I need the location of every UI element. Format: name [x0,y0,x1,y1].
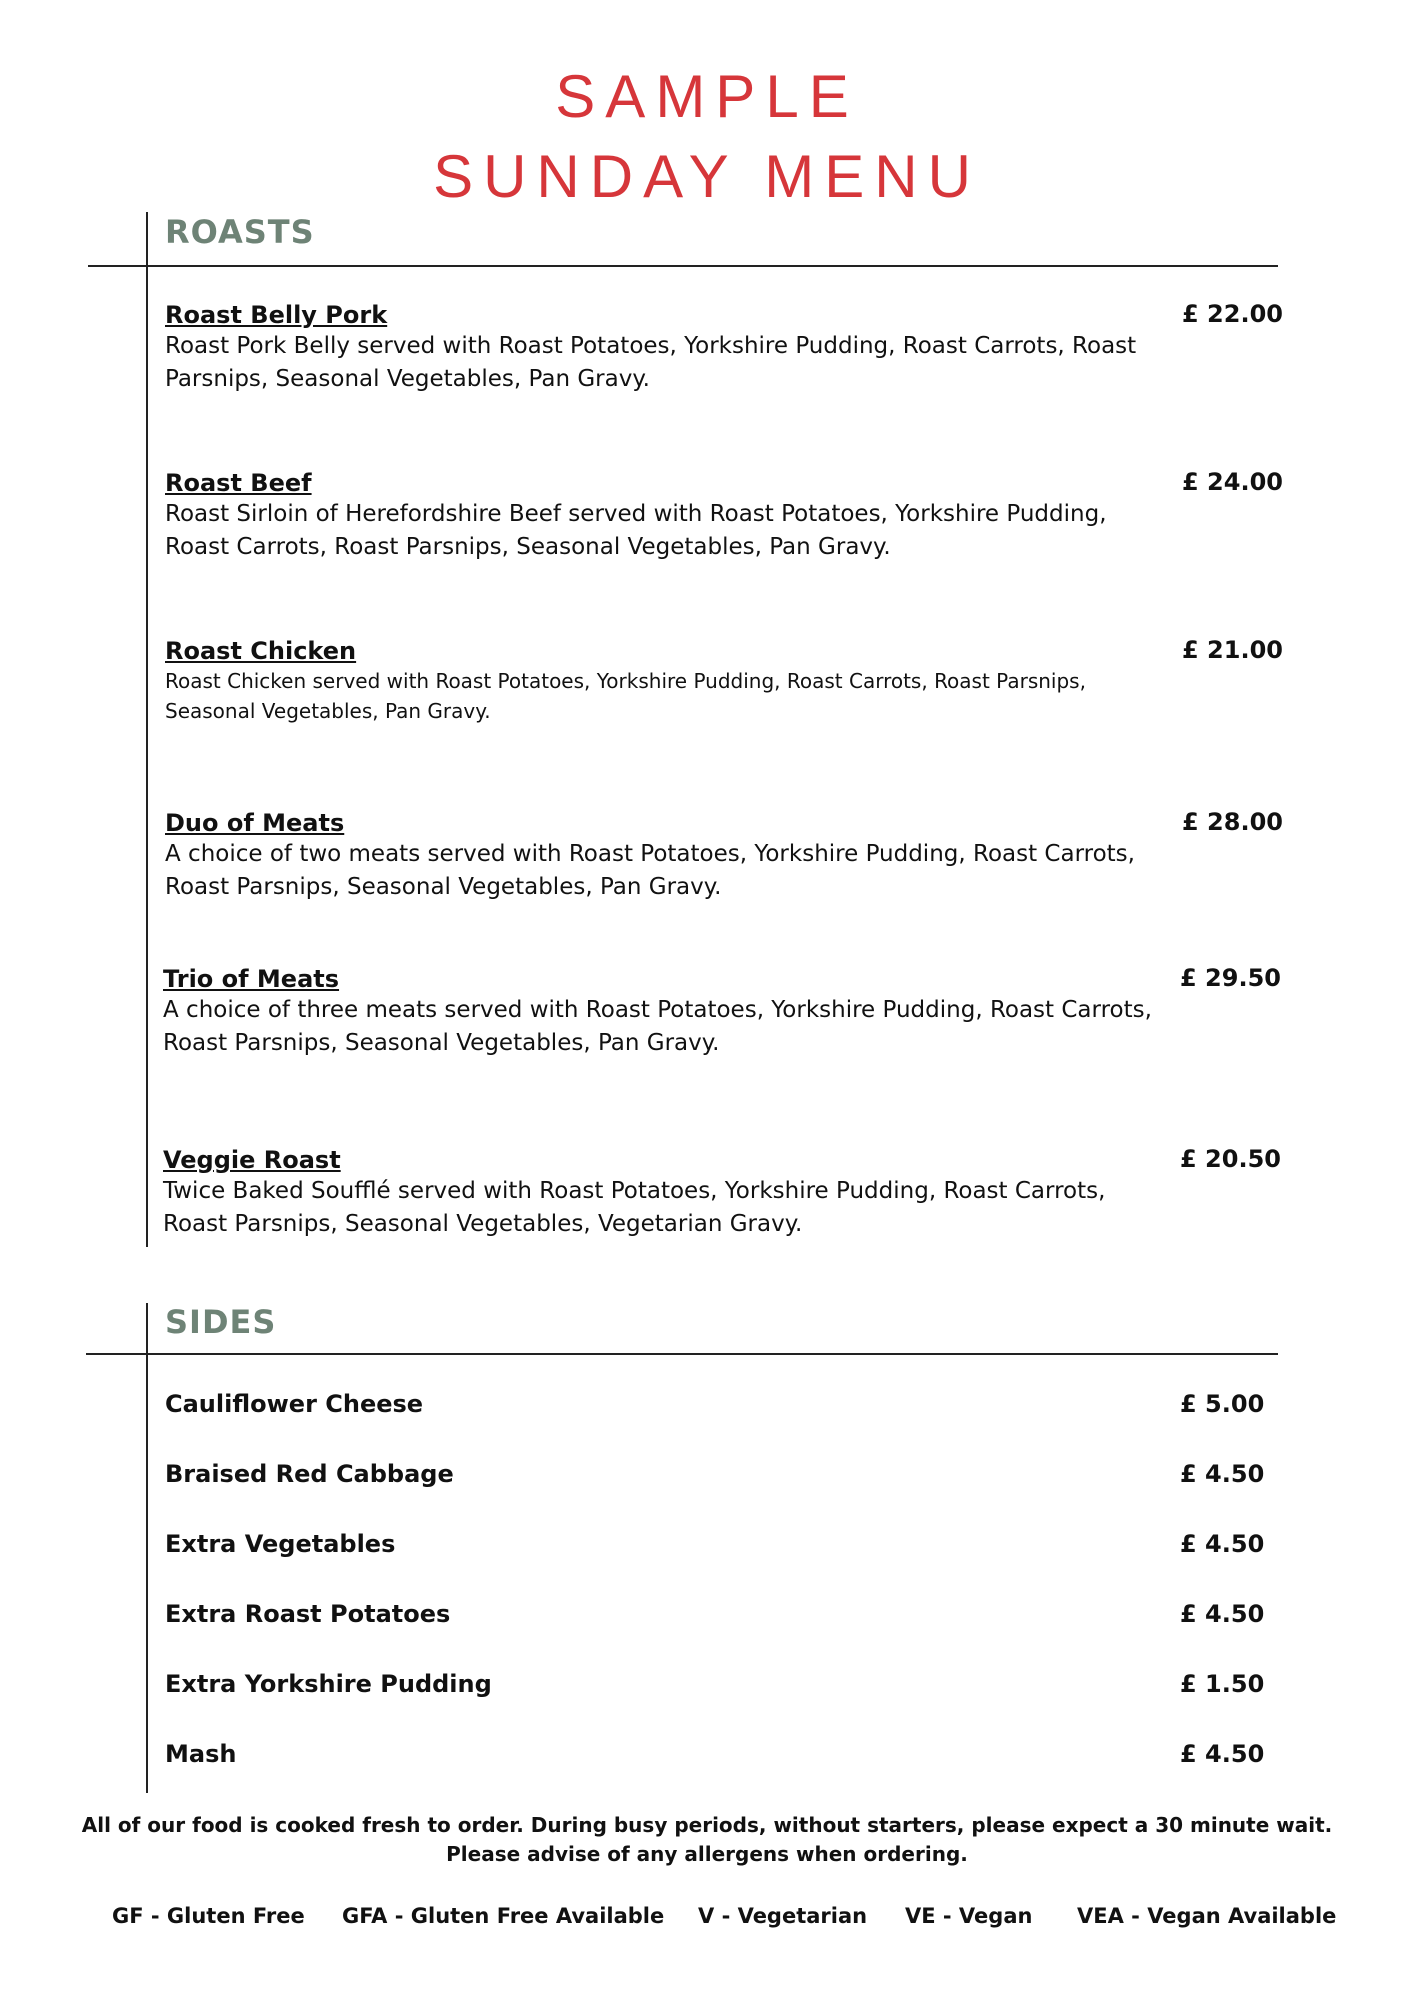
menu-item-roast-chicken [165,636,1165,726]
legend-gfa: GFA - Gluten Free Available [342,1904,665,1928]
footer-wait-notice: All of our food is cooked fresh to order. During busy periods, without starters, please expect a 30 minute wait. [81,1813,1333,1837]
item-name: Roast Belly Pork [165,301,388,329]
side-item-name: Cauliflower Cheese [165,1390,424,1418]
menu-item-duo-of-meats [165,808,1165,904]
roasts-heading: ROASTS [165,213,315,251]
item-price: £ 21.00 [1182,636,1283,664]
sides-heading: SIDES [165,1303,277,1341]
legend-vea: VEA - Vegan Available [1077,1904,1337,1928]
side-item-price: £ 4.50 [1180,1530,1265,1558]
side-item-price: £ 5.00 [1180,1390,1265,1418]
item-price: £ 22.00 [1182,300,1283,328]
sides-horizontal-rule [86,1353,1278,1355]
side-item-price: £ 4.50 [1180,1740,1265,1768]
item-price: £ 20.50 [1180,1145,1281,1173]
item-price: £ 24.00 [1182,468,1283,496]
item-price: £ 29.50 [1180,964,1281,992]
legend-gf: GF - Gluten Free [112,1904,305,1928]
roasts-vertical-rule [146,212,148,1247]
footer-allergen-notice: Please advise of any allergens when ordering. [446,1842,968,1866]
menu-title-line-1: SAMPLE [555,63,859,130]
item-name: Roast Beef [165,469,312,497]
menu-item-roast-beef [165,468,1165,564]
item-description: A choice of three meats served with Roast Potatoes, Yorkshire Pudding, Roast Carrots, Roast Parsnips, Seasonal Vegetables, Pan Gravy. [163,997,1152,1056]
side-item-price: £ 4.50 [1180,1460,1265,1488]
item-name: Trio of Meats [163,965,340,993]
item-name: Veggie Roast [163,1146,341,1174]
item-description: Roast Sirloin of Herefordshire Beef served with Roast Potatoes, Yorkshire Pudding, Roast Carrots, Roast Parsnips, Seasonal Vegetables, Pan Gravy. [165,501,1107,560]
item-description: Roast Pork Belly served with Roast Potatoes, Yorkshire Pudding, Roast Carrots, Roast Parsnips, Seasonal Vegetables, Pan Gravy. [165,333,1137,392]
menu-item-roast-belly-pork [165,300,1165,396]
menu-title-line-2: SUNDAY MENU [433,143,981,210]
menu-item-veggie-roast [163,1145,1163,1241]
side-item-price: £ 1.50 [1180,1670,1265,1698]
item-price: £ 28.00 [1182,808,1283,836]
roasts-horizontal-rule [88,265,1278,267]
item-description: Twice Baked Soufflé served with Roast Potatoes, Yorkshire Pudding, Roast Carrots, Roast Parsnips, Seasonal Vegetables, Vegetarian Gravy. [163,1178,1106,1237]
side-item-name: Extra Roast Potatoes [165,1600,451,1628]
side-item-name: Braised Red Cabbage [165,1460,454,1488]
side-item-name: Mash [165,1740,237,1768]
item-description: Roast Chicken served with Roast Potatoes, Yorkshire Pudding, Roast Carrots, Roast Parsnips, Seasonal Vegetables, Pan Gravy. [165,669,1086,723]
item-description: A choice of two meats served with Roast Potatoes, Yorkshire Pudding, Roast Carrots, Roast Parsnips, Seasonal Vegetables, Pan Gravy. [165,841,1135,900]
sides-vertical-rule [146,1303,148,1793]
legend-v: V - Vegetarian [698,1904,868,1928]
side-item-price: £ 4.50 [1180,1600,1265,1628]
legend-ve: VE - Vegan [905,1904,1033,1928]
menu-item-trio-of-meats [163,964,1163,1060]
side-item-name: Extra Vegetables [165,1530,396,1558]
side-item-name: Extra Yorkshire Pudding [165,1670,492,1698]
item-name: Roast Chicken [165,637,357,665]
item-name: Duo of Meats [165,809,345,837]
